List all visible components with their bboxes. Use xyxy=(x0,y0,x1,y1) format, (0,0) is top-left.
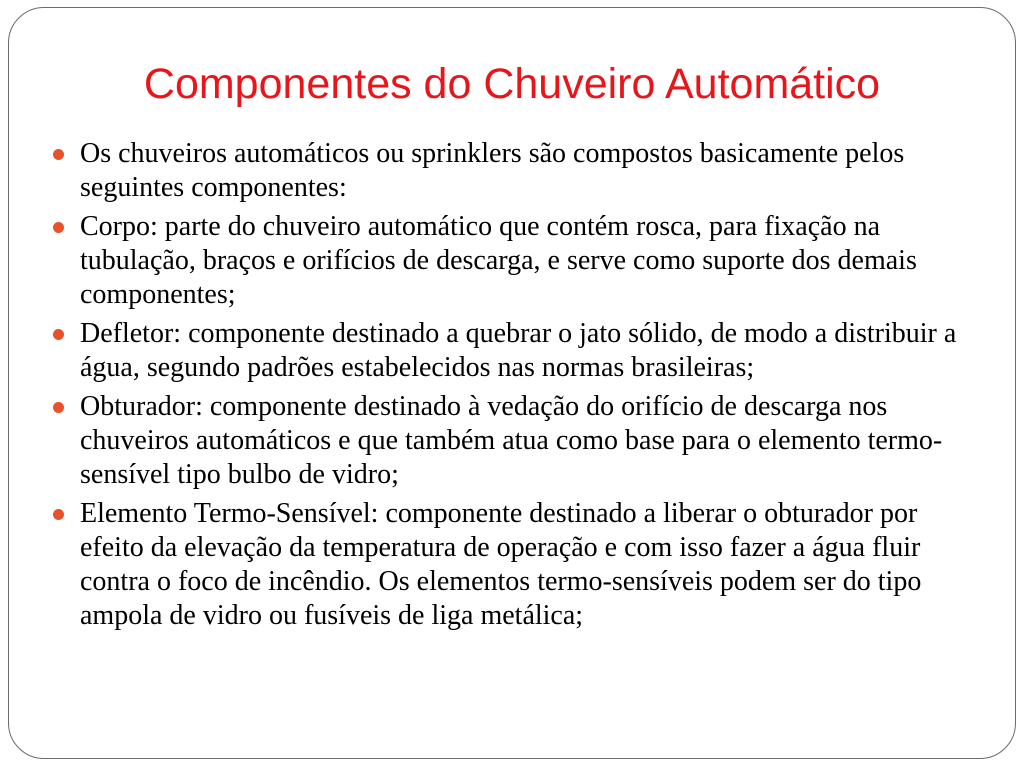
bullet-text: Os chuveiros automáticos ou sprinklers são compostos basicamente pelos seguintes componentes: xyxy=(80,138,905,203)
bullet-list xyxy=(52,137,972,638)
bullet-text: Elemento Termo-Sensível: componente destinado a liberar o obturador por efeito da elevação da temperatura de operação e com isso fazer a água fluir contra o foco de incêndio. Os elementos termo-sensíveis podem ser do tipo ampola de vidro ou fusíveis de liga metálica; xyxy=(80,498,922,631)
bullet-dot-icon xyxy=(53,222,64,233)
bullet-dot-icon xyxy=(53,509,64,520)
bullet-text: Corpo: parte do chuveiro automático que contém rosca, para fixação na tubulação, braços e orifícios de descarga, e serve como suporte dos demais componentes; xyxy=(80,211,917,310)
slide-title: Componentes do Chuveiro Automático xyxy=(143,60,881,108)
bullet-item xyxy=(52,497,972,633)
bullet-item xyxy=(52,210,972,312)
bullet-item xyxy=(52,390,972,492)
bullet-text: Defletor: componente destinado a quebrar o jato sólido, de modo a distribuir a água, segundo padrões estabelecidos nas normas brasileiras; xyxy=(80,318,957,383)
bullet-item xyxy=(52,317,972,385)
bullet-dot-icon xyxy=(53,329,64,340)
bullet-item xyxy=(52,137,972,205)
bullet-dot-icon xyxy=(53,402,64,413)
bullet-dot-icon xyxy=(53,149,64,160)
bullet-text: Obturador: componente destinado à vedação do orifício de descarga nos chuveiros automáticos e que também atua como base para o elemento termo-sensível tipo bulbo de vidro; xyxy=(80,391,943,490)
